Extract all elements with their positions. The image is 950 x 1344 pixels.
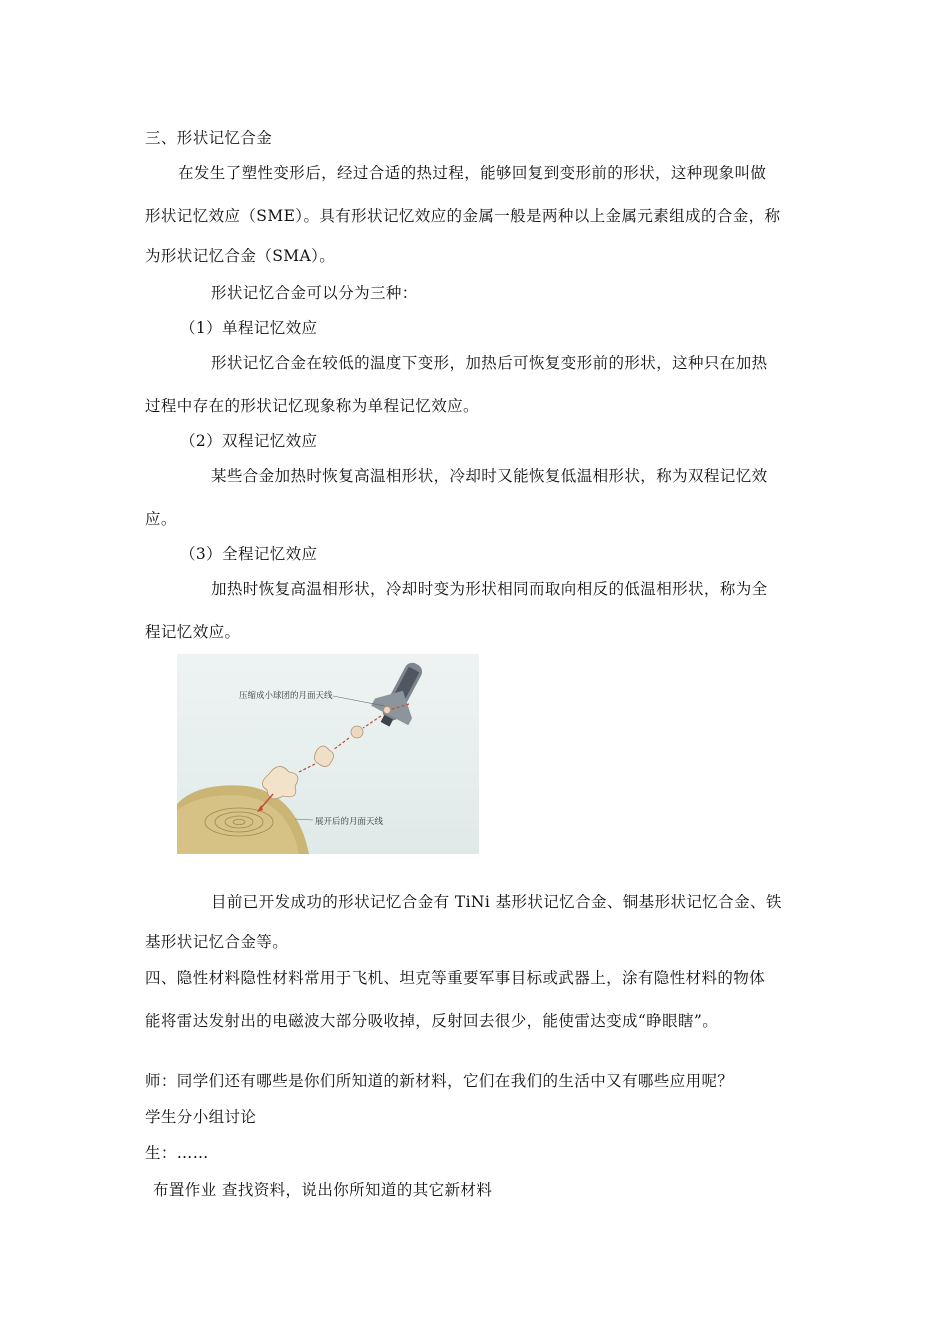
caption-deployed-antenna: 展开后的月面天线: [315, 817, 384, 827]
paragraph-line: 四、隐性材料隐性材料常用于飞机、坦克等重要军事目标或武器上，涂有隐性材料的物体: [145, 969, 766, 987]
type1-title: （1）单程记忆效应: [180, 319, 318, 337]
homework-assignment: 布置作业 查找资料，说出你所知道的其它新材料: [153, 1181, 493, 1199]
lunar-antenna-figure: [177, 654, 479, 854]
paragraph-line: 目前已开发成功的形状记忆合金有 TiNi 基形状记忆合金、铜基形状记忆合金、铁: [211, 893, 782, 911]
space-shuttle-icon: [366, 654, 435, 734]
types-intro: 形状记忆合金可以分为三种：: [211, 284, 418, 302]
type2-title: （2）双程记忆效应: [180, 432, 318, 450]
student-group-discussion: 学生分小组讨论: [145, 1108, 257, 1126]
paragraph-line: 过程中存在的形状记忆现象称为单程记忆效应。: [145, 397, 479, 415]
paragraph-line: 在发生了塑性变形后，经过合适的热过程，能够回复到变形前的形状，这种现象叫做: [178, 164, 767, 182]
paragraph-line: 某些合金加热时恢复高温相形状，冷却时又能恢复低温相形状，称为双程记忆效: [211, 467, 768, 485]
student-response: 生：……: [145, 1144, 209, 1162]
paragraph-line: 为形状记忆合金（SMA）。: [145, 247, 336, 265]
type3-title: （3）全程记忆效应: [180, 545, 318, 563]
paragraph-line: 程记忆效应。: [145, 623, 241, 641]
teacher-question: 师：同学们还有哪些是你们所知道的新材料，它们在我们的生活中又有哪些应用呢？: [145, 1072, 734, 1090]
antenna-ball-icon: [384, 707, 391, 714]
paragraph-line: 能将雷达发射出的电磁波大部分吸收掉，反射回去很少，能使雷达变成“睁眼瞎”。: [145, 1012, 719, 1030]
paragraph-line: 应。: [145, 510, 177, 528]
heading-shape-memory-alloy: 三、形状记忆合金: [145, 129, 273, 147]
paragraph-line: 形状记忆效应（SME）。具有形状记忆效应的金属一般是两种以上金属元素组成的合金，称: [145, 207, 781, 225]
paragraph-line: 基形状记忆合金等。: [145, 933, 289, 951]
paragraph-line: 加热时恢复高温相形状，冷却时变为形状相同而取向相反的低温相形状，称为全: [211, 580, 768, 598]
caption-compressed-antenna: 压缩成小球团的月面天线: [239, 691, 333, 701]
paragraph-line: 形状记忆合金在较低的温度下变形，加热后可恢复变形前的形状，这种只在加热: [211, 354, 768, 372]
